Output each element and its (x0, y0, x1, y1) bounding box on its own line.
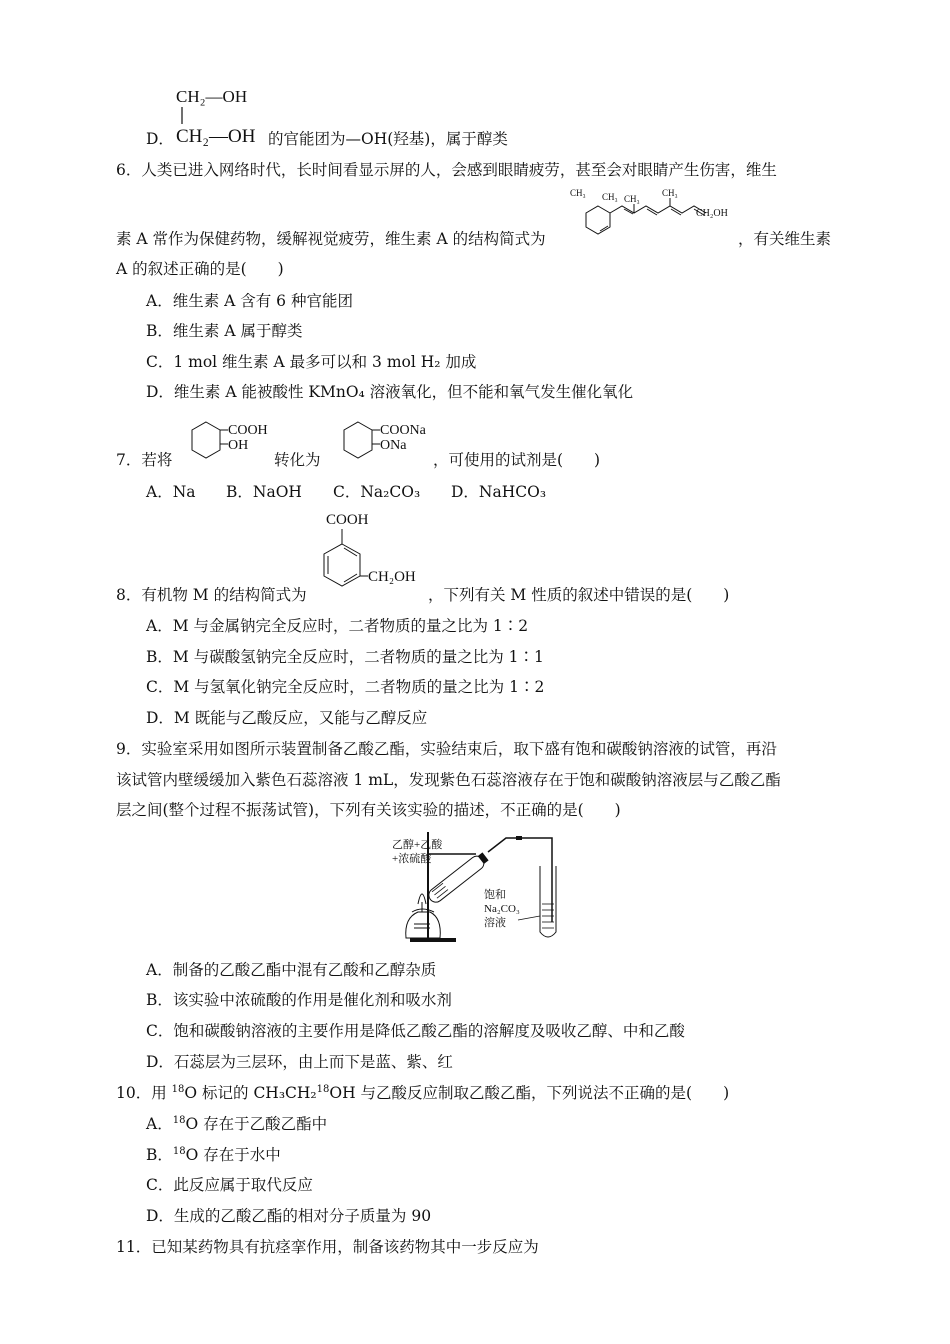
q9-option-a: A．制备的乙酸乙酯中混有乙酸和乙醇杂质 (146, 961, 437, 979)
q7-left-oh: OH (228, 438, 249, 453)
q9-option-d: D．石蕊层为三层环，由上而下是蓝、紫、红 (146, 1053, 453, 1071)
q7-option-a: A．Na (146, 483, 196, 501)
q8-mol-cooh: COOH (326, 512, 369, 528)
q7-right-ona: ONa (380, 438, 407, 453)
q8-option-b: B．M 与碳酸氢钠完全反应时，二者物质的量之比为 1∶1 (146, 648, 544, 666)
q10-sup1: 18 (171, 1084, 185, 1095)
q6-option-c: C．1 mol 维生素 A 最多可以和 3 mol H₂ 加成 (146, 353, 477, 371)
q6-stem-line3: A 的叙述正确的是( ) (116, 260, 284, 278)
struct-bottom-label: CH₂—OH (176, 126, 256, 146)
q6-stem-line2a: 素 A 常作为保健药物，缓解视觉疲劳，维生素 A 的结构简式为 (116, 230, 546, 248)
q10-option-d: D．生成的乙酸乙酯的相对分子质量为 90 (146, 1207, 432, 1225)
q7-left-molecule (172, 414, 276, 476)
fig-label-reactants: 乙醇+乙酸 (392, 839, 443, 851)
q10-option-b-text: O 存在于水中 (185, 1146, 281, 1164)
q7-option-c: C．Na₂CO₃ (333, 483, 421, 501)
q5-option-d-label: D． (146, 130, 174, 148)
q5-option-d-text: 的官能团为—OH(羟基)，属于醇类 (268, 130, 508, 148)
q8-stem-a: 8．有机物 M 的结构简式为 (116, 586, 307, 604)
q9-stem-line2: 该试管内壁缓缓加入紫色石蕊溶液 1 mL，发现紫色石蕊溶液存在于饱和碳酸钠溶液层与乙酸乙酯 (116, 771, 781, 789)
q10-sup2: 18 (316, 1084, 330, 1095)
fig-label-na2co3: Na₂CO₃ (484, 903, 520, 915)
q10-stem-pre: 10．用 (116, 1084, 172, 1102)
q9-stem-line1: 9．实验室采用如图所示装置制备乙酸乙酯，实验结束后，取下盛有饱和碳酸钠溶液的试管，再沿 (116, 740, 777, 758)
q8-option-d: D．M 既能与乙酸反应，又能与乙醇反应 (146, 709, 428, 727)
q7-stem-a: 7．若将 (116, 451, 173, 469)
q10-option-b-sup: 18 (172, 1146, 186, 1157)
q8-option-a: A．M 与金属钠完全反应时，二者物质的量之比为 1∶2 (146, 617, 529, 635)
q6-stem-line2b: ，有关维生素 (738, 230, 832, 248)
fig-label-saturated: 饱和 (484, 889, 506, 901)
q10-option-a (146, 1114, 327, 1134)
q10-option-b-label: B． (146, 1146, 173, 1164)
q10-option-a-label: A． (146, 1115, 173, 1133)
vit-a-ch2oh: CH₂OH (696, 208, 728, 219)
q10-option-b (146, 1145, 281, 1165)
struct-top-label: CH₂—OH (176, 87, 248, 106)
q6-option-b: B．维生素 A 属于醇类 (146, 322, 303, 340)
q7-option-d: D．NaHCO₃ (451, 483, 547, 501)
q9-stem-line3: 层之间(整个过程不振荡试管)，下列有关该实验的描述，不正确的是( ) (116, 801, 621, 819)
q9-option-c: C．饱和碳酸钠溶液的主要作用是降低乙酸乙酯的溶解度及吸收乙醇、中和乙酸 (146, 1022, 685, 1040)
vit-a-ch3-b: CH₃ (602, 192, 618, 202)
q8-option-c: C．M 与氢氧化钠完全反应时，二者物质的量之比为 1∶2 (146, 678, 545, 696)
q10-option-c: C．此反应属于取代反应 (146, 1176, 313, 1194)
q8-stem-b: ，下列有关 M 性质的叙述中错误的是( ) (428, 586, 730, 604)
q7-right-molecule (324, 414, 436, 476)
q10-option-a-text: O 存在于乙酸乙酯中 (185, 1115, 328, 1133)
q10-stem (116, 1083, 729, 1103)
q6-option-d: D．维生素 A 能被酸性 KMnO₄ 溶液氧化，但不能和氧气发生催化氧化 (146, 383, 634, 401)
q7-right-coona: COONa (380, 423, 426, 438)
vitamin-a-structure (568, 186, 738, 246)
vit-a-ch3-c: CH₃ (624, 194, 640, 204)
q7-stem-b: 转化为 (274, 451, 321, 469)
q9-option-b: B．该实验中浓硫酸的作用是催化剂和吸水剂 (146, 991, 452, 1009)
q10-option-a-sup: 18 (172, 1115, 186, 1126)
q10-stem-mid2: OH 与乙酸反应制取乙酸乙酯，下列说法不正确的是( ) (329, 1084, 730, 1102)
q11-stem: 11．已知某药物具有抗痉挛作用，制备该药物其中一步反应为 (116, 1238, 539, 1256)
ester-apparatus-figure (384, 826, 584, 946)
q7-left-cooh: COOH (228, 423, 268, 438)
q7-stem-c: ，可使用的试剂是( ) (433, 451, 601, 469)
q10-stem-mid1: O 标记的 CH₃CH₂ (184, 1084, 317, 1102)
q6-stem-line1: 6．人类已进入网络时代，长时间看显示屏的人，会感到眼睛疲劳，甚至会对眼睛产生伤害，维生 (116, 161, 777, 179)
q7-option-b: B．NaOH (226, 483, 302, 501)
vit-a-ch3-a: CH₃ (570, 188, 586, 198)
vit-a-ch3-d: CH₃ (662, 188, 678, 198)
q8-molecule-m (306, 506, 436, 606)
fig-label-acid: +浓硫酸 (392, 853, 432, 865)
q8-mol-ch2oh: CH₂OH (368, 569, 416, 585)
q6-option-a: A．维生素 A 含有 6 种官能团 (146, 292, 353, 310)
fig-label-solution: 溶液 (484, 917, 506, 929)
